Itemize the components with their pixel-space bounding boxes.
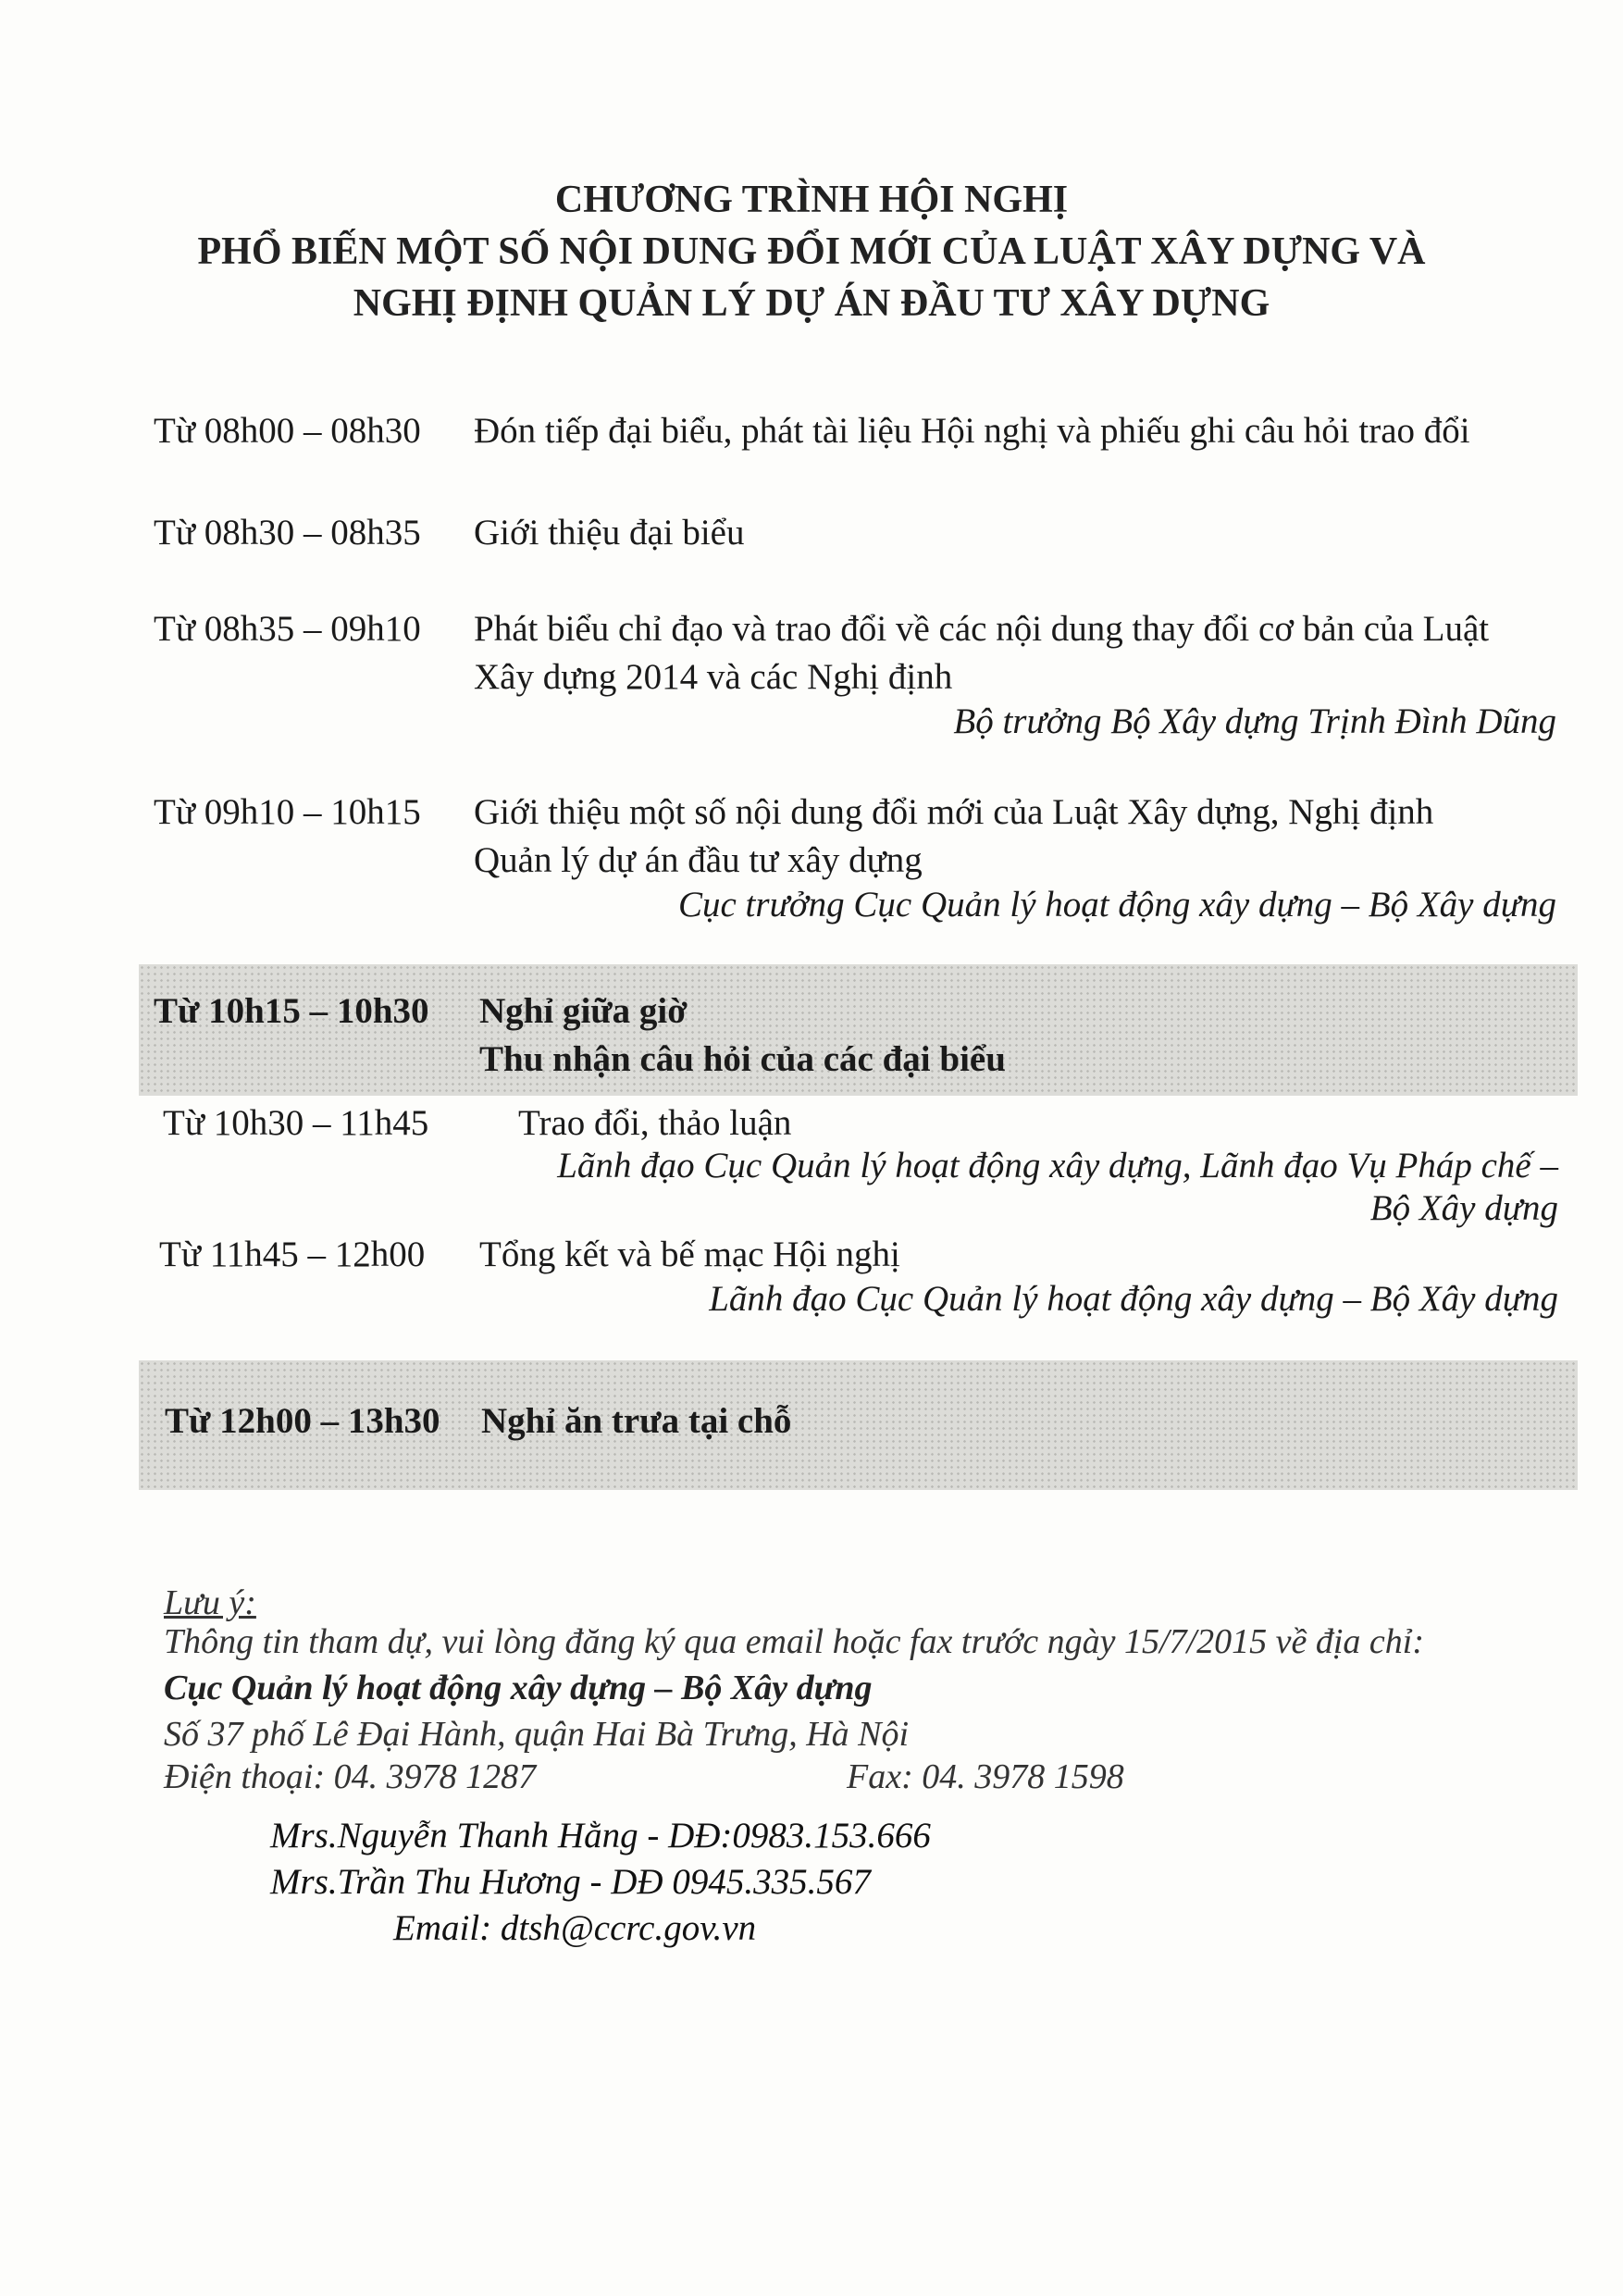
schedule-row: [148, 1231, 1558, 1333]
speaker-line: Bộ trưởng Bộ Xây dựng Trịnh Đình Dũng: [953, 701, 1556, 741]
description-line: Nghỉ giữa giờ: [479, 991, 688, 1031]
schedule-row: [148, 1099, 1558, 1229]
schedule-time: Từ 10h30 – 11h45: [163, 1103, 429, 1143]
schedule-description: [479, 1231, 1623, 1279]
note-heading: Lưu ý:: [164, 1583, 256, 1622]
schedule-time: Từ 08h00 – 08h30: [154, 411, 421, 451]
description-line: Nghỉ ăn trưa tại chỗ: [481, 1401, 792, 1441]
description-line: Phát biểu chỉ đạo và trao đổi về các nội dung thay đổi cơ bản của Luật: [474, 609, 1490, 649]
document-title: [0, 174, 1623, 329]
schedule-row: [148, 788, 1555, 937]
speaker-line: Lãnh đạo Cục Quản lý hoạt động xây dựng, Lãnh đạo Vụ Pháp chế –: [557, 1146, 1558, 1185]
description-line: Trao đổi, thảo luận: [518, 1103, 792, 1143]
schedule-time: Từ 10h15 – 10h30: [154, 991, 429, 1031]
schedule-row-break: [148, 987, 1555, 1089]
note-phone: Điện thoại: 04. 3978 1287: [164, 1757, 537, 1796]
schedule-time: Từ 12h00 – 13h30: [165, 1401, 440, 1441]
speaker-line: Cục trưởng Cục Quản lý hoạt động xây dựng – Bộ Xây dựng: [677, 885, 1556, 925]
description-line: Giới thiệu đại biểu: [474, 513, 745, 552]
note-line: Thông tin tham dự, vui lòng đăng ký qua email hoặc fax trước ngày 15/7/2015 về địa chỉ:: [164, 1622, 1424, 1661]
description-line: Đón tiếp đại biểu, phát tài liệu Hội nghị và phiếu ghi câu hỏi trao đổi: [474, 411, 1470, 451]
contact-email: Email: dtsh@ccrc.gov.vn: [393, 1908, 757, 1948]
schedule-row-break: [148, 1397, 1555, 1453]
contact-person: Mrs.Nguyễn Thanh Hằng - DĐ:0983.153.666: [270, 1816, 931, 1855]
schedule-description: [474, 788, 1623, 885]
schedule-description: [518, 1099, 1623, 1148]
description-line: Giới thiệu một số nội dung đổi mới của Luật Xây dựng, Nghị định: [474, 792, 1434, 832]
schedule-row: [148, 605, 1555, 753]
schedule-time: Từ 08h35 – 09h10: [154, 609, 421, 649]
schedule-time: Từ 09h10 – 10h15: [154, 792, 421, 832]
title-line-1: CHƯƠNG TRÌNH HỘI NGHỊ: [554, 179, 1069, 221]
schedule-time: Từ 11h45 – 12h00: [159, 1235, 426, 1274]
description-line: Thu nhận câu hỏi của các đại biểu: [479, 1039, 1006, 1079]
schedule-description: [474, 605, 1623, 701]
schedule-description: [479, 987, 1623, 1084]
speaker-line: Lãnh đạo Cục Quản lý hoạt động xây dựng – Bộ Xây dựng: [709, 1279, 1558, 1319]
schedule-row: [148, 407, 1555, 463]
description-line: Tổng kết và bế mạc Hội nghị: [479, 1235, 900, 1274]
title-line-3: NGHỊ ĐỊNH QUẢN LÝ DỰ ÁN ĐẦU TƯ XÂY DỰNG: [353, 282, 1270, 325]
note-organization: Cục Quản lý hoạt động xây dựng – Bộ Xây dựng: [164, 1669, 873, 1707]
speaker-line: Bộ Xây dựng: [1369, 1188, 1558, 1228]
title-line-2: PHỔ BIẾN MỘT SỐ NỘI DUNG ĐỔI MỚI CỦA LUẬT XÂY DỰNG VÀ: [197, 230, 1426, 273]
contact-person: Mrs.Trần Thu Hương - DĐ 0945.335.567: [270, 1862, 871, 1902]
schedule-time: Từ 08h30 – 08h35: [154, 513, 421, 552]
description-line: Quản lý dự án đầu tư xây dựng: [474, 840, 923, 880]
schedule-description: [474, 407, 1623, 455]
schedule-row: [148, 509, 1555, 565]
note-address: Số 37 phố Lê Đại Hành, quận Hai Bà Trưng, Hà Nội: [164, 1715, 910, 1754]
note-fax: Fax: 04. 3978 1598: [847, 1757, 1124, 1796]
description-line: Xây dựng 2014 và các Nghị định: [474, 657, 953, 697]
schedule-description: [474, 509, 1623, 557]
schedule-description: [481, 1397, 1623, 1446]
